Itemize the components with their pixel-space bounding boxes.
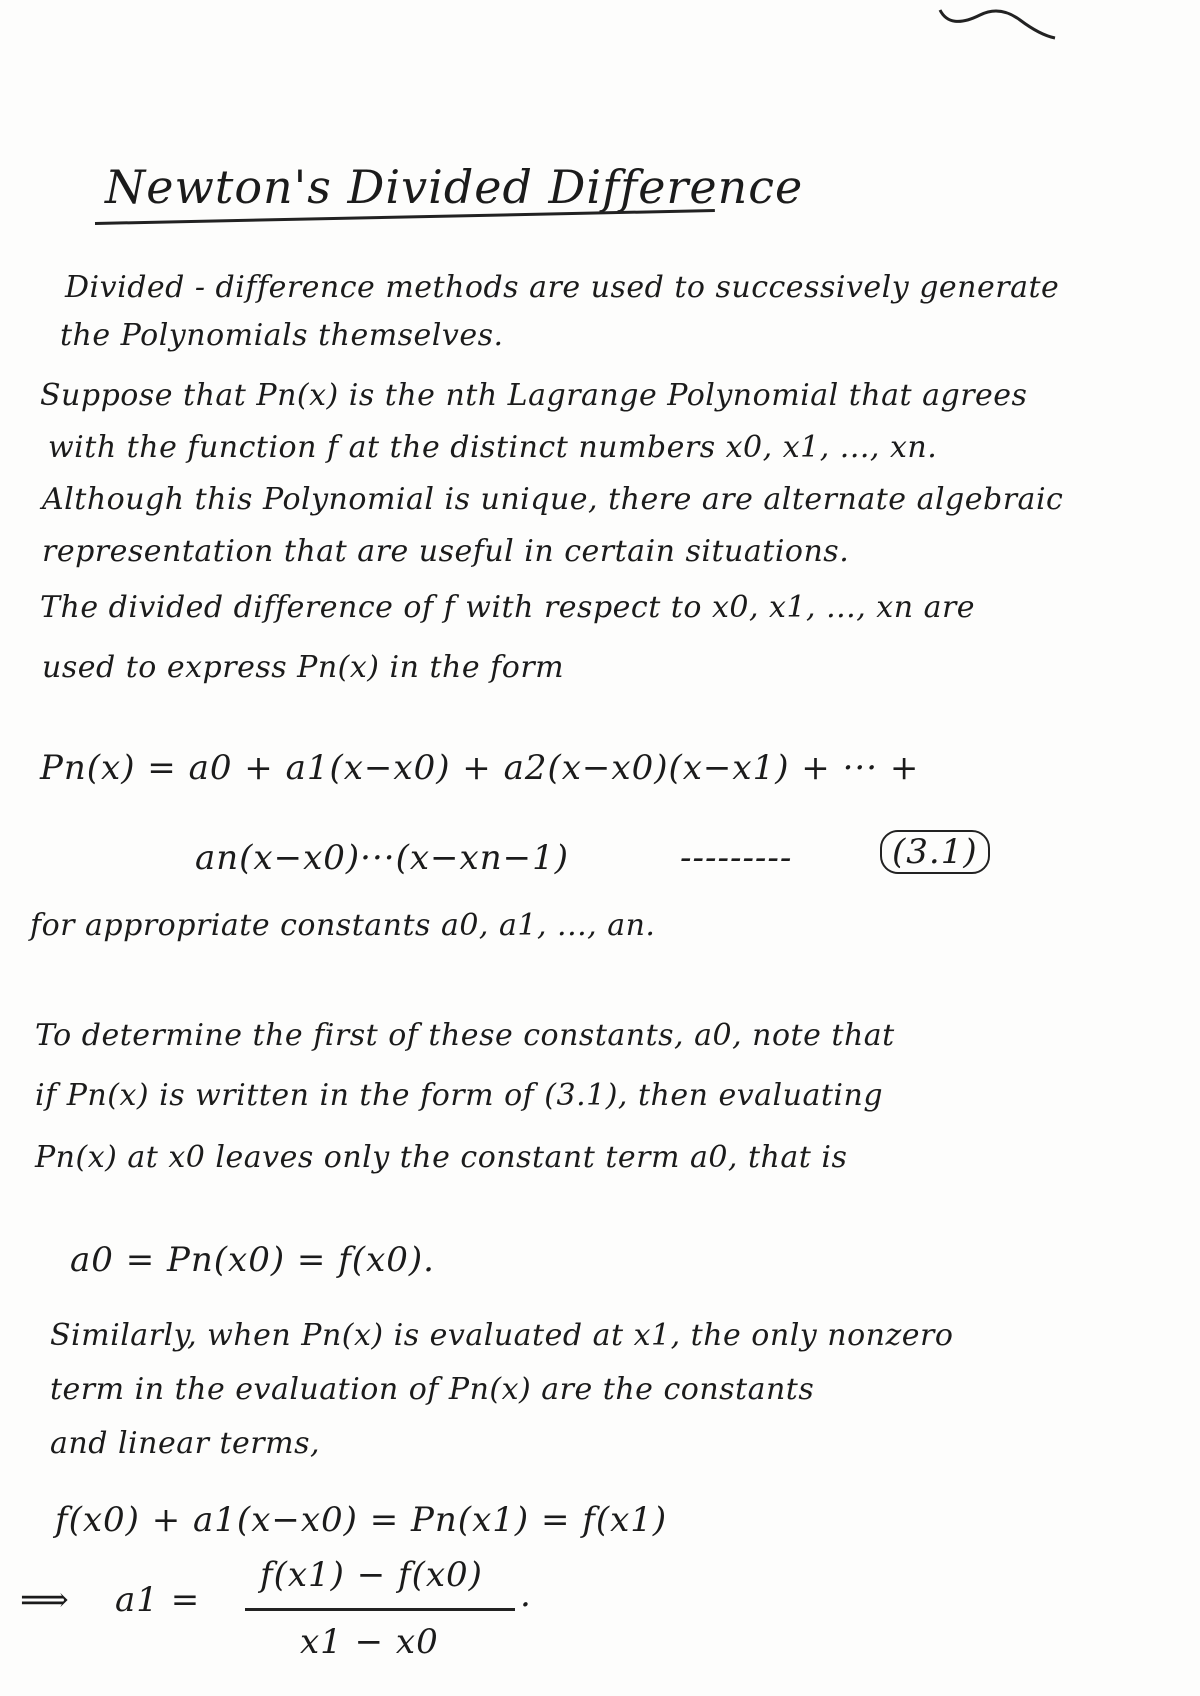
text-line: Although this Polynomial is unique, there are alternate algebraic bbox=[42, 482, 1064, 517]
text-line: Pn(x) at x0 leaves only the constant term a0, that is bbox=[35, 1140, 848, 1175]
equation-label: (3.1) bbox=[880, 830, 990, 874]
implies-symbol: ⟹ bbox=[20, 1580, 70, 1620]
fraction-numerator: f(x1) − f(x0) bbox=[260, 1555, 483, 1595]
text-line: The divided difference of f with respect to x0, x1, ..., xn are bbox=[40, 590, 976, 625]
text-line: used to express Pn(x) in the form bbox=[42, 650, 565, 685]
text-line: and linear terms, bbox=[50, 1426, 321, 1461]
text-line: the Polynomials themselves. bbox=[60, 318, 504, 353]
text-line: if Pn(x) is written in the form of (3.1), then evaluating bbox=[35, 1078, 884, 1113]
equation-a0: a0 = Pn(x0) = f(x0). bbox=[70, 1240, 435, 1280]
text-line: with the function f at the distinct numbers x0, x1, ..., xn. bbox=[48, 430, 938, 465]
text-line: representation that are useful in certain situations. bbox=[42, 534, 850, 569]
text-line: Suppose that Pn(x) is the nth Lagrange Polynomial that agrees bbox=[40, 378, 1028, 413]
equation-3-1-line-1: Pn(x) = a0 + a1(x−x0) + a2(x−x0)(x−x1) + ··· + bbox=[40, 748, 920, 788]
equation-dashes: --------- bbox=[680, 838, 793, 878]
text-line: for appropriate constants a0, a1, ..., an. bbox=[30, 908, 656, 943]
equation-a1-lhs: a1 = bbox=[115, 1580, 201, 1620]
text-line: To determine the first of these constants, a0, note that bbox=[35, 1018, 895, 1053]
equation-f-x1: f(x0) + a1(x−x0) = Pn(x1) = f(x1) bbox=[55, 1500, 668, 1540]
fraction-dot: . bbox=[520, 1575, 532, 1615]
text-line: term in the evaluation of Pn(x) are the constants bbox=[50, 1372, 815, 1407]
equation-3-1-line-2: an(x−x0)···(x−xn−1) bbox=[195, 838, 569, 878]
page-title: Newton's Divided Difference bbox=[105, 160, 804, 214]
fraction-denominator: x1 − x0 bbox=[300, 1622, 439, 1662]
fraction-bar bbox=[245, 1608, 515, 1611]
text-line: Similarly, when Pn(x) is evaluated at x1, the only nonzero bbox=[50, 1318, 954, 1353]
corner-scribble bbox=[920, 0, 1080, 50]
text-line: Divided - difference methods are used to successively generate bbox=[65, 270, 1060, 305]
